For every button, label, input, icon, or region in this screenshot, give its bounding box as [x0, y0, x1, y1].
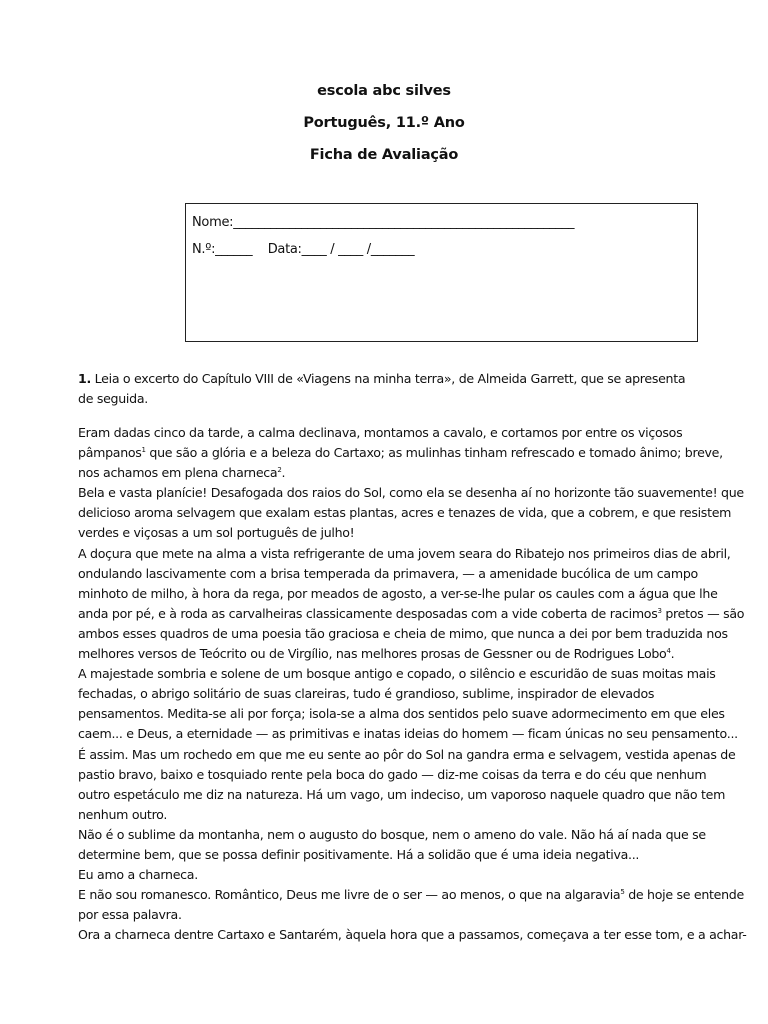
excerpt-line	[78, 483, 744, 503]
excerpt-line-text: melhores versos de Teócrito ou de Virgílio, nas melhores prosas de Gessner ou de Rodrigues Lobo	[78, 646, 667, 662]
excerpt-line	[78, 805, 718, 825]
excerpt-line-text: nenhum outro.	[78, 806, 168, 822]
number-date-field[interactable]: N.º:______ Data:____ / ____ /_______	[192, 242, 415, 257]
excerpt-line-text: caem... e Deus, a eternidade — as primitivas e inatas ideias do homem — ficam únicas no seu pensamento...	[78, 726, 738, 742]
footnote-marker: 4	[666, 646, 671, 655]
excerpt-line-text: ambos esses quadros de uma poesia tão graciosa e cheia de mimo, que nunca a dei por bem traduzida nos	[78, 625, 728, 641]
excerpt-line-text: minhoto de milho, à hora da rega, por meados de agosto, a ver-se-lhe pular os caules com a água que lhe	[78, 585, 718, 601]
excerpt-line	[78, 785, 726, 805]
excerpt-line	[78, 845, 718, 865]
excerpt-line-text: verdes e viçosas a um sol português de julho!	[78, 525, 355, 541]
excerpt-line	[78, 905, 718, 925]
excerpt-line	[78, 564, 718, 584]
excerpt-line-text: anda por pé, e à roda as carvalheiras classicamente desposadas com a vide coberta de racimos	[78, 605, 658, 621]
excerpt-line	[78, 544, 731, 564]
excerpt-line	[78, 604, 745, 624]
excerpt-line-continuation: pretos — são	[661, 605, 745, 621]
excerpt-line-continuation: .	[670, 646, 675, 662]
excerpt-line	[78, 584, 718, 604]
excerpt-line-text: pensamentos. Medita-se ali por força; isola-se a alma dos sentidos pelo suave adormecimento em que eles	[78, 706, 725, 722]
excerpt-line	[78, 724, 738, 744]
footnote-marker: 3	[657, 606, 662, 615]
excerpt-line-text: Eu amo a charneca.	[78, 867, 198, 883]
excerpt-line	[78, 825, 718, 845]
worksheet-title: Ficha de Avaliação	[309, 147, 459, 163]
excerpt-line-text: Eram dadas cinco da tarde, a calma declinava, montamos a cavalo, e cortamos por entre os viçosos	[78, 425, 683, 440]
excerpt-line	[78, 503, 732, 523]
excerpt-line	[78, 423, 718, 443]
excerpt-line-text: delicioso aroma selvagem que exalam estas plantas, acres e tenazes de vida, que a cobrem, e que resistem	[78, 505, 732, 521]
excerpt-line-text: Não é o sublime da montanha, nem o augusto do bosque, nem o ameno do vale. Não há aí nada que se	[78, 826, 706, 842]
excerpt-line-text: outro espetáculo me diz na natureza. Há um vago, um indeciso, um vaporoso naquele quadro que não tem	[78, 786, 726, 802]
excerpt-line	[78, 624, 728, 644]
excerpt-line-text: por essa palavra.	[78, 907, 182, 923]
question-number: 1.	[78, 371, 91, 386]
school-name: escola abc silves	[317, 83, 451, 99]
excerpt-line	[78, 443, 723, 463]
excerpt-line-text: A doçura que mete na alma a vista refrigerante de uma jovem seara do Ribatejo nos primeiros dias de abril,	[78, 545, 731, 561]
excerpt-line-text: Bela e vasta planície! Desafogada dos raios do Sol, como ela se desenha aí no horizonte tão suavemente! que	[78, 485, 744, 501]
excerpt-line-continuation: que são a glória e a beleza do Cartaxo; as mulinhas tinham refrescado e tomado ânimo; breve,	[145, 445, 723, 461]
question-1	[78, 369, 690, 409]
excerpt-line-text: Ora a charneca dentre Cartaxo e Santarém, àquela hora que a passamos, começava a ter esse tom, e a achar-	[78, 927, 747, 943]
excerpt-line-text: fechadas, o abrigo solitário de suas clareiras, tudo é grandioso, sublime, inspirador de elevados	[78, 686, 655, 702]
excerpt-line	[78, 644, 718, 664]
excerpt-line-text: determine bem, que se possa definir positivamente. Há a solidão que é uma ideia negativa...	[78, 846, 640, 862]
excerpt-line-text: É assim. Mas um rochedo em que me eu sente ao pôr do Sol na gandra erma e selvagem, vestida apenas de	[78, 746, 736, 762]
question-text: Leia o excerto do Capítulo VIII de «Viagens na minha terra», de Almeida Garrett, que se apresenta de seguida.	[78, 371, 686, 406]
footnote-marker: 2	[277, 466, 282, 474]
excerpt-line	[78, 765, 718, 785]
excerpt-line	[78, 865, 718, 885]
excerpt-line	[78, 684, 718, 704]
excerpt-line-text: E não sou romanesco. Romântico, Deus me livre de o ser — ao menos, o que na algaravia	[78, 887, 621, 903]
excerpt-line-text: A majestade sombria e solene de um bosque antigo e copado, o silêncio e escuridão de suas moitas mais	[78, 666, 716, 682]
excerpt-line-continuation: de hoje se entende	[624, 887, 744, 903]
excerpt-line-text: pastio bravo, baixo e tosquiado rente pela boca do gado — diz-me coisas da terra e do céu que nenhum	[78, 766, 707, 782]
excerpt-line	[78, 925, 747, 945]
excerpt-line	[78, 523, 718, 543]
excerpt-line-continuation: .	[281, 465, 286, 481]
excerpt-line-text: pâmpanos	[78, 445, 142, 461]
excerpt-text	[78, 423, 747, 945]
excerpt-line	[78, 463, 718, 483]
excerpt-line	[78, 885, 744, 905]
footnote-marker: 5	[620, 887, 625, 896]
name-field[interactable]: Nome:_______________________________________________________	[192, 215, 575, 230]
footnote-marker: 1	[141, 445, 146, 454]
excerpt-line	[78, 664, 718, 684]
excerpt-line	[78, 704, 725, 724]
excerpt-line-text: ondulando lascivamente com a brisa temperada da primavera, — a amenidade bucólica de um campo	[78, 565, 698, 581]
excerpt-line-text: nos achamos em plena charneca	[78, 465, 278, 481]
subject-heading: Português, 11.º Ano	[303, 115, 465, 131]
excerpt-line	[78, 745, 736, 765]
student-info-box	[185, 203, 698, 342]
